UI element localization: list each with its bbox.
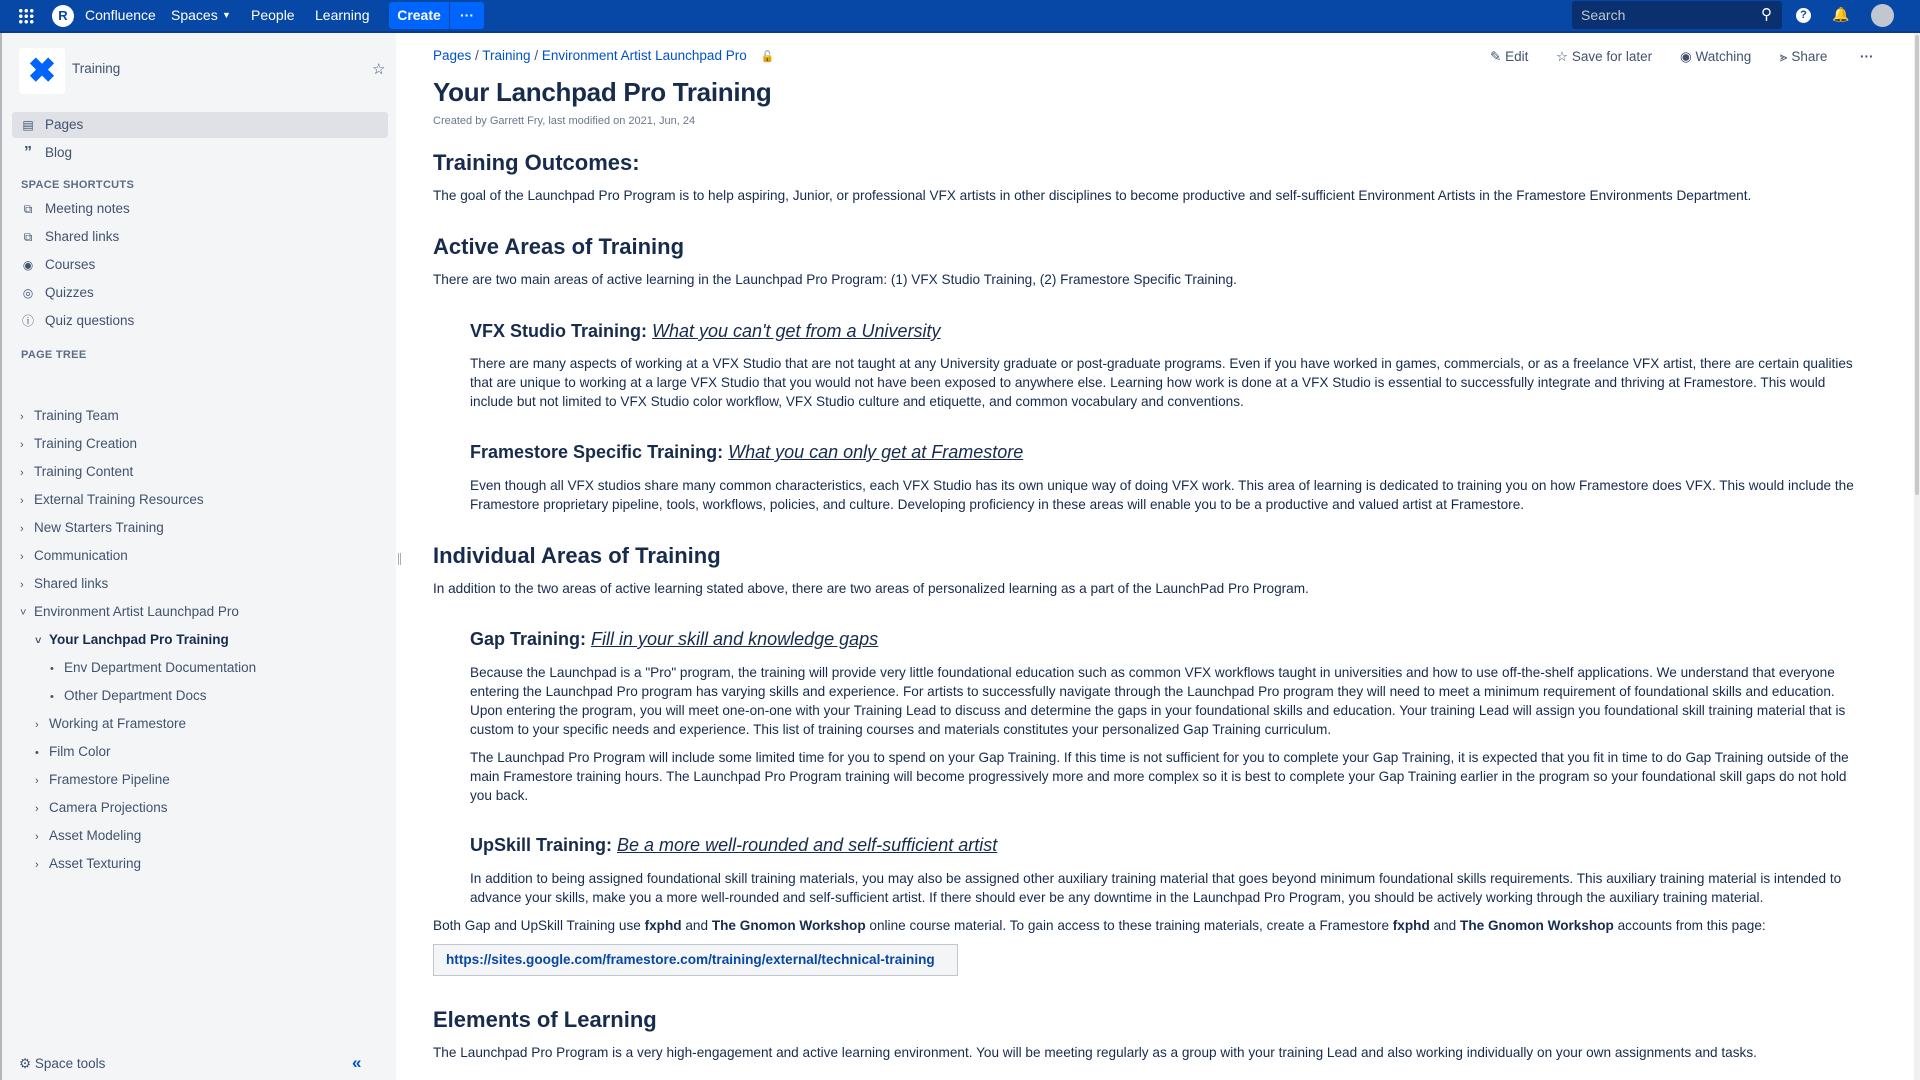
space-logo[interactable]: ✖ bbox=[19, 48, 65, 94]
page-tree-item-label: New Starters Training bbox=[34, 520, 164, 535]
space-tools-button[interactable] bbox=[19, 1056, 105, 1072]
chevron-right-icon[interactable]: › bbox=[20, 551, 24, 563]
chevron-down-icon[interactable]: ˅ bbox=[35, 635, 42, 647]
chevron-right-icon[interactable]: › bbox=[20, 439, 24, 451]
page-tree-item-label: Framestore Pipeline bbox=[49, 772, 170, 787]
text-fxphd: fxphd bbox=[644, 918, 682, 933]
technical-training-link-panel bbox=[433, 944, 958, 976]
breadcrumb-env-artist[interactable]: Environment Artist Launchpad Pro bbox=[541, 48, 747, 63]
label: Blog bbox=[45, 145, 73, 160]
collapse-sidebar-icon[interactable]: « bbox=[352, 1053, 362, 1072]
page-tree-item-label: Working at Framestore bbox=[49, 716, 187, 731]
space-sidebar bbox=[0, 33, 396, 1080]
label: Pages bbox=[45, 117, 84, 132]
page-tree-item[interactable] bbox=[20, 544, 128, 568]
chevron-right-icon[interactable]: › bbox=[35, 859, 39, 871]
text-gnomon: The Gnomon Workshop bbox=[1460, 918, 1614, 933]
text-fxphd: fxphd bbox=[1392, 918, 1430, 933]
app-switcher-icon[interactable] bbox=[18, 8, 34, 24]
save-for-later-button[interactable] bbox=[1556, 47, 1652, 67]
document-icon: ⧉ bbox=[23, 230, 33, 244]
paragraph-gap-1: Because the Launchpad is a "Pro" program, the training will provide very little foundational education such as common VFX workflows taught in universities and how to use off-the-shelf applications. We understand that everyone entering the Launchpad Pro program has varying skills and experience. For artists to successfully navigate through the Launchpad Pro program they will need to meet a minimum requirement of foundational skills and education. Upon entering the program, you will meet one-on-one with your Training Lead to discuss and determine the gaps in your foundational skills and education. Your training Lead will assign you foundational skill training material that is custom to your specific needs and experience. This list of training courses and materials constitutes your personalized Gap Training curriculum. bbox=[470, 665, 1846, 737]
gear-icon: ⚙ bbox=[19, 1056, 32, 1071]
page-tree-item-label: External Training Resources bbox=[34, 492, 204, 507]
paragraph-gap-2: The Launchpad Pro Program will include some limited time for you to spend on your Gap Training. If this time is not sufficient for you to complete your Gap Training, it is expected that you fit in time to do Gap Training outside of the main Framestore training hours. The Launchpad Pro Program training will become progressively more and more complex so it is best to complete your Gap Training earlier in the program so your foundational skill gaps do not hold you back. bbox=[470, 750, 1849, 803]
edit-button[interactable] bbox=[1490, 47, 1528, 67]
search-icon[interactable]: ⚲ bbox=[1761, 6, 1772, 23]
breadcrumb-pages[interactable]: Pages bbox=[433, 48, 472, 63]
confluence-home-link[interactable]: Confluence bbox=[85, 7, 156, 23]
share-button[interactable] bbox=[1780, 47, 1827, 67]
top-navigation-bar bbox=[0, 0, 1920, 33]
text: and bbox=[1429, 918, 1461, 933]
space-name[interactable]: Training bbox=[72, 61, 121, 76]
heading-framestore-specific bbox=[470, 439, 1023, 465]
heading-elements-of-learning: Elements of Learning bbox=[433, 1007, 657, 1032]
label: Courses bbox=[45, 257, 96, 272]
page-tree-item-label: Shared links bbox=[34, 576, 109, 591]
breadcrumb: Pages / Training / Environment Artist Launchpad Pro 🔓 bbox=[433, 48, 775, 63]
page-tree-item-label: Film Color bbox=[49, 744, 111, 759]
shortcut-courses[interactable] bbox=[21, 253, 95, 277]
text-gnomon: The Gnomon Workshop bbox=[711, 918, 866, 933]
label: Share bbox=[1791, 49, 1828, 64]
page-tree-item[interactable] bbox=[20, 516, 164, 540]
chevron-right-icon[interactable]: › bbox=[35, 719, 39, 731]
page-tree-item-label: Camera Projections bbox=[49, 800, 168, 815]
page-tree-item-label: Env Department Documentation bbox=[64, 660, 257, 675]
label: Shared links bbox=[45, 229, 120, 244]
chevron-right-icon[interactable]: › bbox=[35, 831, 39, 843]
heading-active-areas: Active Areas of Training bbox=[433, 234, 685, 259]
heading-training-outcomes: Training Outcomes: bbox=[433, 150, 640, 175]
sidebar-resize-handle[interactable] bbox=[398, 553, 401, 565]
avatar[interactable] bbox=[1871, 4, 1894, 27]
scrollbar-thumb[interactable] bbox=[1915, 35, 1919, 495]
chevron-right-icon[interactable]: › bbox=[35, 775, 39, 787]
chevron-right-icon[interactable]: › bbox=[20, 579, 24, 591]
share-icon: ⪢ bbox=[1780, 49, 1788, 64]
page-tree-item[interactable] bbox=[20, 404, 119, 428]
pencil-icon: ✎ bbox=[1490, 49, 1502, 64]
site-logo[interactable]: R bbox=[52, 5, 74, 27]
nav-learning[interactable]: Learning bbox=[315, 7, 370, 23]
heading-individual-areas: Individual Areas of Training bbox=[433, 543, 721, 568]
space-shortcuts-heading: SPACE SHORTCUTS bbox=[21, 179, 135, 191]
more-actions-icon[interactable]: ··· bbox=[1860, 49, 1874, 64]
eye-icon: ◉ bbox=[1680, 49, 1692, 64]
shortcut-shared-links[interactable] bbox=[21, 225, 119, 249]
page-tree-item-label: Communication bbox=[34, 548, 128, 563]
sidebar-item-blog[interactable] bbox=[21, 141, 72, 165]
search-placeholder: Search bbox=[1581, 7, 1626, 23]
paragraph-elements: The Launchpad Pro Program is a very high-engagement and active learning environment. You will be meeting regularly as a group with your training Lead and also working individually on your own assignments and tasks. bbox=[433, 1045, 1757, 1060]
heading-text: Framestore Specific Training: bbox=[470, 442, 724, 462]
page-tree-item[interactable] bbox=[35, 628, 229, 652]
page-tree-item[interactable] bbox=[50, 656, 256, 680]
paragraph-access bbox=[433, 916, 1873, 935]
page-tree-item[interactable] bbox=[35, 852, 141, 876]
technical-training-link[interactable]: https://sites.google.com/framestore.com/training/external/technical-training bbox=[446, 952, 935, 967]
sidebar-item-pages[interactable] bbox=[21, 113, 83, 137]
page-tree-item[interactable] bbox=[35, 740, 111, 764]
heading-gap-training bbox=[470, 626, 878, 652]
quote-icon: ” bbox=[24, 144, 32, 161]
page-tree-heading: PAGE TREE bbox=[21, 349, 87, 361]
label: Save for later bbox=[1571, 49, 1653, 64]
paragraph-individual: In addition to the two areas of active learning stated above, there are two areas of personalized learning as a part of the LaunchPad Pro Program. bbox=[433, 581, 1309, 596]
chevron-right-icon[interactable]: › bbox=[20, 411, 24, 423]
page-tree-item-label: Other Department Docs bbox=[64, 688, 207, 703]
page-title: Your Lanchpad Pro Training bbox=[433, 77, 772, 107]
chevron-right-icon[interactable]: › bbox=[20, 467, 24, 479]
page-tree-item[interactable] bbox=[20, 488, 204, 512]
page-tree-item-label: Asset Modeling bbox=[49, 828, 142, 843]
search-input[interactable] bbox=[1572, 1, 1782, 29]
page-tree-item[interactable] bbox=[50, 684, 207, 708]
page-metadata: Created by Garrett Fry, last modified on 2021, Jun, 24 bbox=[433, 115, 696, 127]
page-tree-item-label: Training Content bbox=[34, 464, 134, 479]
create-button[interactable]: Create bbox=[389, 2, 449, 29]
bullet-icon: • bbox=[35, 747, 39, 759]
paragraph-outcomes: The goal of the Launchpad Pro Program is to help aspiring, Junior, or professional VFX artists in other disciplines to become productive and self-sufficient Environment Artists in the Framestore Environments Department. bbox=[433, 188, 1752, 203]
page-tree-item-label: Training Team bbox=[34, 408, 119, 423]
create-more-button[interactable]: ··· bbox=[450, 2, 484, 29]
document-icon: ⧉ bbox=[23, 202, 33, 216]
page-tree-item[interactable] bbox=[35, 824, 141, 848]
text: accounts from this page: bbox=[1613, 918, 1766, 933]
notifications-icon[interactable]: 🔔 bbox=[1832, 6, 1850, 22]
page-tree-item-label: Your Lanchpad Pro Training bbox=[49, 632, 229, 647]
chevron-right-icon[interactable]: › bbox=[20, 495, 24, 507]
page-tree-item[interactable] bbox=[20, 572, 108, 596]
shortcut-meeting-notes[interactable] bbox=[21, 197, 130, 221]
paragraph-framestore: Even though all VFX studios share many common characteristics, each VFX Studio has its own unique way of doing VFX work. This area of learning is dedicated to training you on how Framestore does VFX. This would include the Framestore proprietary pipeline, tools, workflows, policies, and culture. Developing proficiency in these areas will enable you to be a productive and valued artist at Framestore. bbox=[470, 478, 1854, 512]
text: Both Gap and UpSkill Training use bbox=[433, 918, 645, 933]
page-tree-item-label: Environment Artist Launchpad Pro bbox=[34, 604, 239, 619]
page-tree-item[interactable] bbox=[20, 460, 133, 484]
paragraph-upskill: In addition to being assigned foundational skill training materials, you may also be assigned other auxiliary training material that goes beyond minimum foundational skills requirements. This auxiliary training material is intended to advance your skills, make you a more well-rounded and self-sufficient artist. If there should ever be any downtime in the Launchpad Pro Program, you should be actively working through the auxiliary training material. bbox=[470, 871, 1842, 905]
pages-icon: ▤ bbox=[22, 118, 34, 132]
page-tree-item[interactable] bbox=[35, 768, 170, 792]
breadcrumb-training[interactable]: Training bbox=[482, 48, 531, 63]
help-icon[interactable]: ? bbox=[1796, 8, 1811, 23]
nav-spaces[interactable]: Spaces bbox=[171, 7, 218, 23]
label: Quiz questions bbox=[45, 313, 135, 328]
bullet-icon: • bbox=[50, 691, 54, 703]
chevron-right-icon[interactable]: › bbox=[35, 803, 39, 815]
courses-icon: ◉ bbox=[22, 258, 34, 272]
heading-text: UpSkill Training: bbox=[470, 835, 613, 855]
text: and bbox=[681, 918, 712, 933]
heading-vfx-studio bbox=[470, 318, 941, 344]
page-tree-item-label: Training Creation bbox=[34, 436, 138, 451]
chevron-down-icon[interactable]: ˅ bbox=[20, 607, 27, 619]
shortcut-quiz-questions[interactable] bbox=[21, 309, 134, 333]
label: Space tools bbox=[34, 1056, 106, 1071]
paragraph-vfx: There are many aspects of working at a VFX Studio that are not taught at any University graduate or post-graduate programs. Even if you have worked in games, commercials, or as a freelance VFX artist, there are certain qualities that are unique to working at a large VFX Studio that you would not have been exposed to anywhere else. Learning how work is done at a VFX Studio is essential to successfully integrate and thriving at Framestore. This would include but not limited to VFX Studio color workflow, VFX Studio culture and etiquette, and common vocabulary and conventions. bbox=[470, 356, 1853, 409]
shortcut-quizzes[interactable] bbox=[21, 281, 94, 305]
heading-text: VFX Studio Training: bbox=[470, 321, 647, 341]
text: online course material. To gain access to these training materials, create a Framestore bbox=[865, 918, 1393, 933]
page-tree-item[interactable] bbox=[20, 432, 137, 456]
gap-training-link[interactable]: Fill in your skill and knowledge gaps bbox=[591, 629, 879, 649]
chevron-right-icon[interactable]: › bbox=[20, 523, 24, 535]
question-circle-icon: ⓘ bbox=[21, 314, 34, 328]
paragraph-active: There are two main areas of active learning in the Launchpad Pro Program: (1) VFX Studio Training, (2) Framestore Specific Training. bbox=[433, 272, 1237, 287]
page-tree-item-label: Asset Texturing bbox=[49, 856, 142, 871]
scrollbar[interactable] bbox=[1914, 33, 1920, 1080]
framestore-specific-link[interactable]: What you can only get at Framestore bbox=[728, 442, 1024, 462]
nav-people[interactable]: People bbox=[251, 7, 295, 23]
quiz-icon: ◎ bbox=[22, 286, 34, 300]
chevron-down-icon[interactable]: ▼ bbox=[222, 10, 231, 20]
page-tree-item[interactable] bbox=[35, 712, 186, 736]
label: Meeting notes bbox=[45, 201, 130, 216]
page-tree-item[interactable] bbox=[35, 796, 168, 820]
heading-text: Gap Training: bbox=[470, 629, 587, 649]
heading-upskill-training bbox=[470, 832, 997, 858]
star-icon[interactable]: ☆ bbox=[372, 61, 386, 78]
watching-button[interactable] bbox=[1680, 47, 1751, 67]
bullet-icon: • bbox=[50, 663, 54, 675]
label: Quizzes bbox=[45, 285, 94, 300]
upskill-training-link[interactable]: Be a more well-rounded and self-sufficient artist bbox=[617, 835, 998, 855]
unlock-icon[interactable]: 🔓 bbox=[760, 51, 775, 63]
label: Edit bbox=[1505, 49, 1529, 64]
page-tree-item[interactable] bbox=[20, 600, 239, 624]
vfx-studio-link[interactable]: What you can't get from a University bbox=[652, 321, 941, 341]
label: Watching bbox=[1695, 49, 1752, 64]
star-icon: ☆ bbox=[1556, 49, 1569, 64]
